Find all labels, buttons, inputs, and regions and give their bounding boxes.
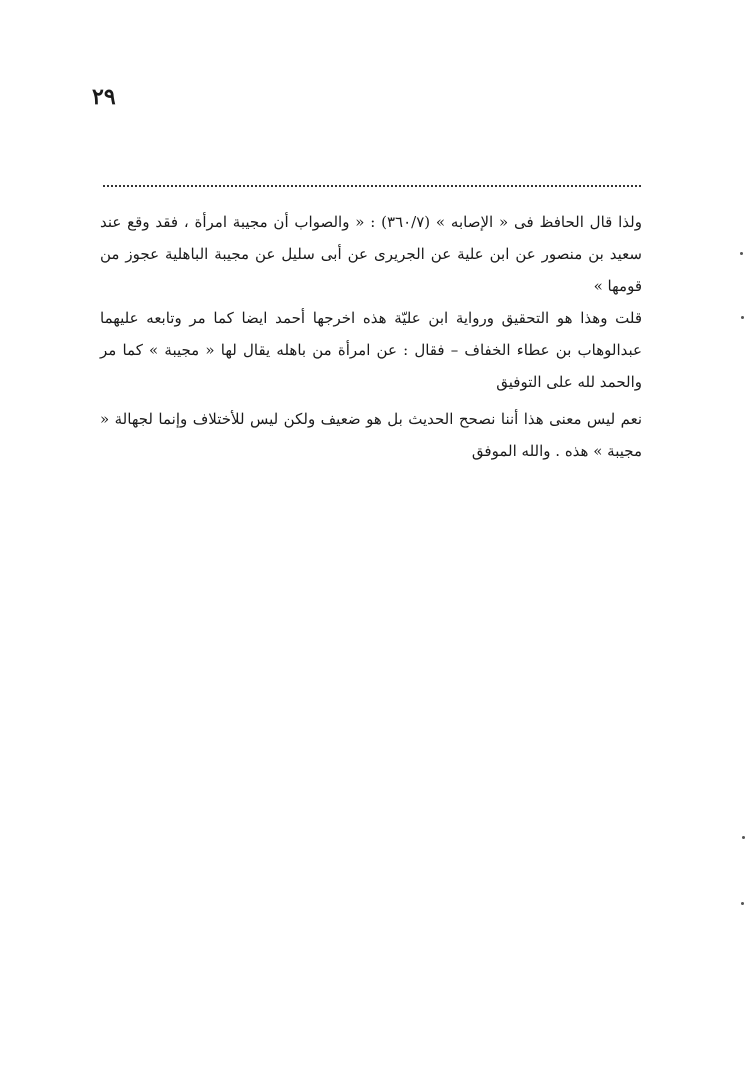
paragraph-1: ولذا قال الحافظ فى « الإصابه » (٣٦٠/٧) : « والصواب أن مجيبة امرأة ، فقد وقع عند سعيد بن منصور عن ابن علية عن الجريرى عن أبى سليل عن مجيبة الباهلية عجوز من قومها » <box>100 213 642 295</box>
scan-speck <box>741 902 744 905</box>
scan-speck <box>742 836 745 839</box>
dotted-separator <box>103 185 641 187</box>
scan-speck <box>740 252 743 255</box>
paragraph-3: نعم ليس معنى هذا أننا نصحح الحديث بل هو ضعيف ولكن ليس للأختلاف وإنما لجهالة « مجيبة » هذه . والله الموفق <box>100 410 642 460</box>
paragraph-2: قلت وهذا هو التحقيق ورواية ابن عليّة هذه اخرجها أحمد ايضا كما مر وتابعه عليهما عبدالوهاب بن عطاء الخفاف – فقال : عن امرأة من باهله يقال لها « مجيبة » كما مر والحمد لله على التوفيق <box>100 309 642 391</box>
scan-speck <box>741 316 744 319</box>
page-number: ٢٩ <box>92 84 116 110</box>
